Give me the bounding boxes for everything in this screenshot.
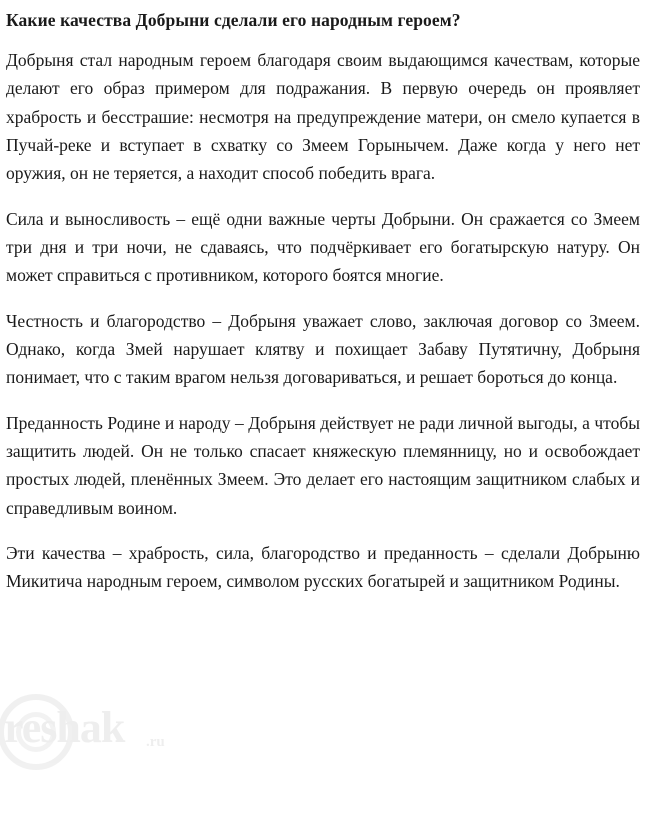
paragraph-1: Добрыня стал народным героем благодаря своим выдающимся качествам, которые делают его образ примером для подражания. В первую очередь он проявляет храбрость и бесстрашие: несмотря на предупреждение матери, он смело купается в Пучай-реке и вступает в схватку со Змеем Горынычем. Даже когда у него нет оружия, он не теряется, а находит способ победить врага. [6,49,640,184]
watermark-suffix: .ru [146,734,165,750]
watermark-text: reshak [4,703,125,752]
paragraph-3: Честность и благородство – Добрыня уважает слово, заключая договор со Змеем. Однако, когда Змей нарушает клятву и похищает Забаву Путятичну, Добрыня понимает, что с таким врагом нельзя договариваться, и решает бороться до конца. [6,310,640,388]
page-title: Какие качества Добрыни сделали его народным героем? [6,10,461,30]
paragraph-5: Эти качества – храбрость, сила, благородство и преданность – сделали Добрыню Микитича народным героем, символом русских богатырей и защитником Родины. [6,543,640,592]
watermark [0,668,206,788]
watermark-ring-inner [16,712,56,752]
paragraph-2: Сила и выносливость – ещё одни важные черты Добрыни. Он сражается со Змеем три дня и три ночи, не сдаваясь, что подчёркивает его богатырскую натуру. Он может справиться с противником, которого боятся многие. [6,208,640,286]
paragraph-4: Преданность Родине и народу – Добрыня действует не ради личной выгоды, а чтобы защитить людей. Он не только спасает княжескую племянницу, но и освобождает простых людей, пленённых Змеем. Это делает его настоящим защитником слабых и справедливым воином. [6,412,640,518]
watermark-ring-outer [0,694,74,770]
